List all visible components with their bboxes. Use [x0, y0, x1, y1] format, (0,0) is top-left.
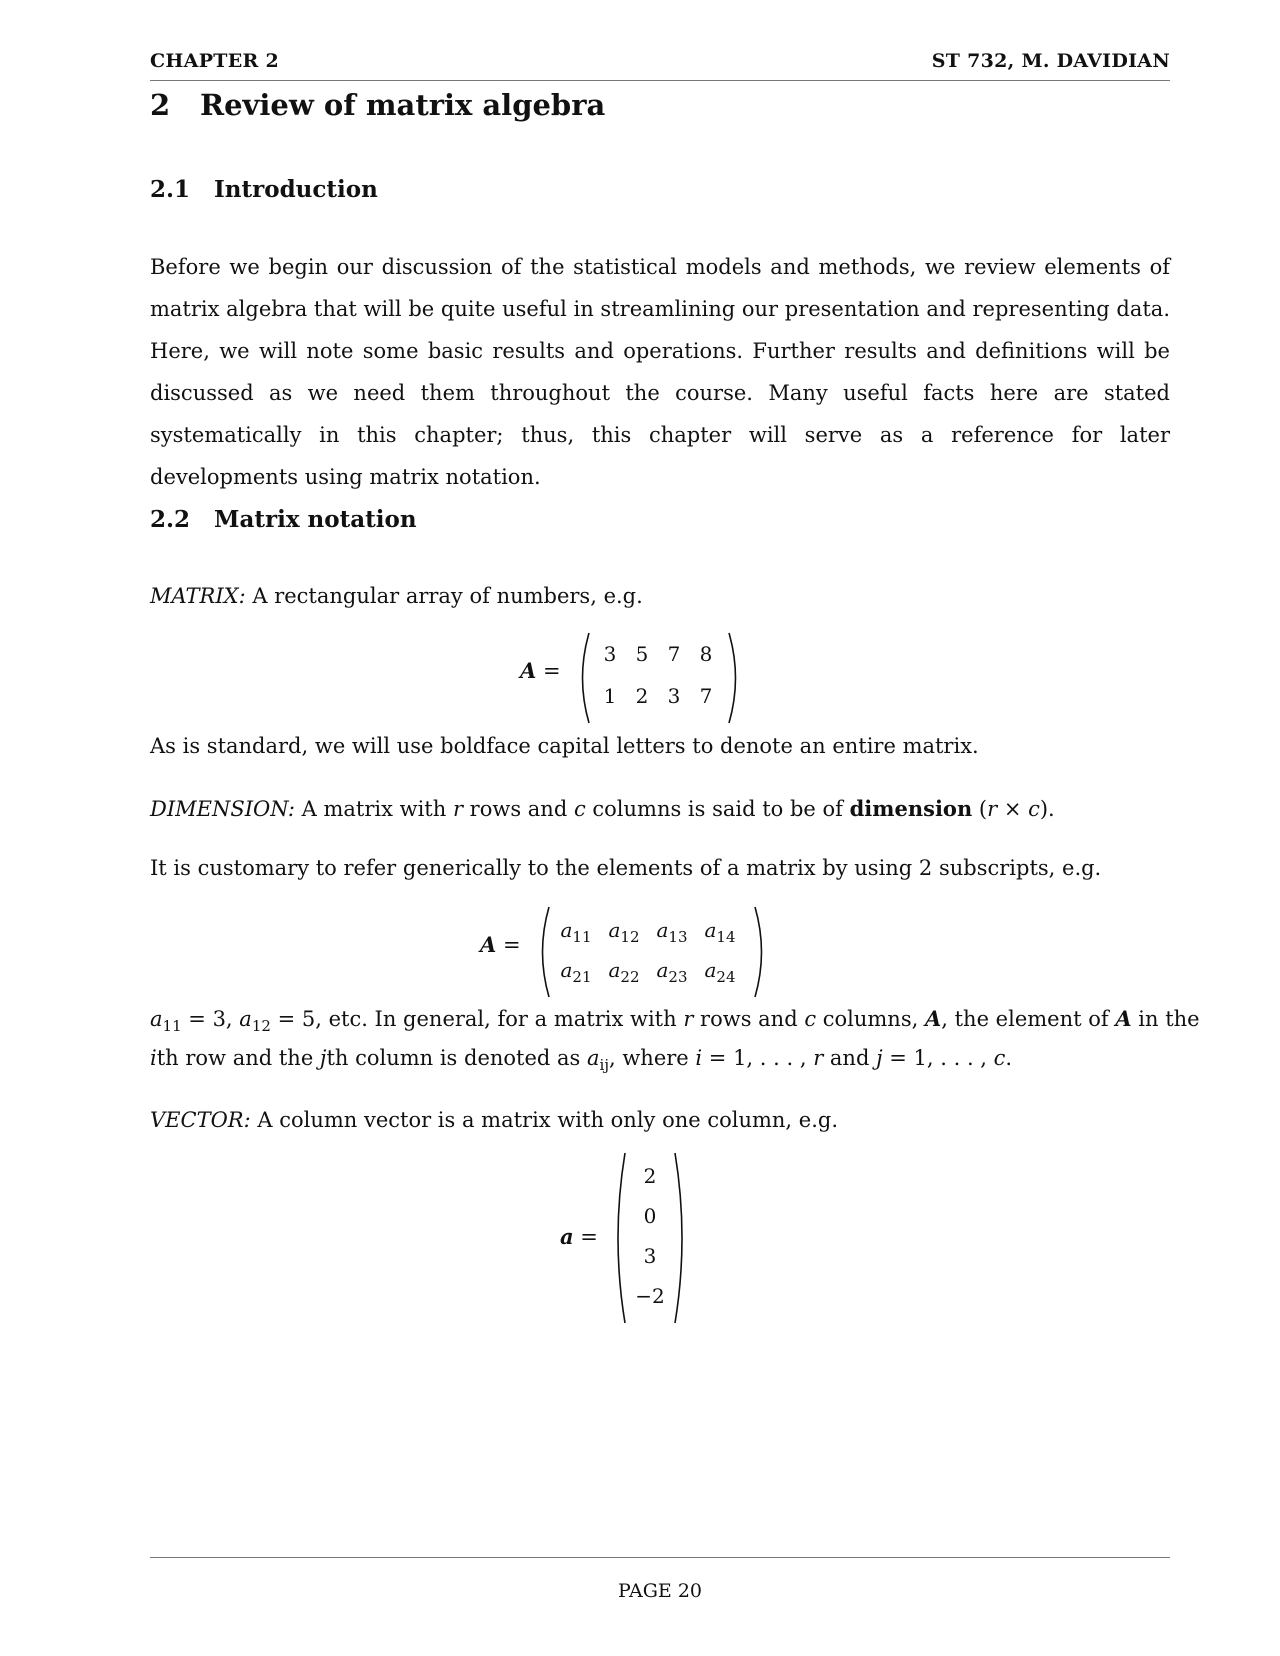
vector-cell: 3: [643, 1244, 657, 1268]
right-paren-icon: [726, 630, 744, 726]
running-header: [150, 46, 1170, 81]
matrix-cell: $a_{23}$: [656, 958, 688, 986]
section-number: 2.1: [150, 176, 191, 203]
bold-term: dimension: [849, 796, 973, 821]
footer-divider: [150, 1557, 1170, 1558]
definition-text: A rectangular array of numbers, e.g.: [245, 584, 643, 608]
matrix-cell: $a_{24}$: [704, 958, 736, 986]
left-paren-icon: [610, 1150, 628, 1326]
chapter-number: 2: [150, 88, 171, 122]
matrix-label: A =: [480, 932, 521, 957]
vector-cell: −2: [635, 1284, 665, 1308]
chapter-title: [150, 88, 605, 122]
matrix-cell: 1: [603, 684, 617, 708]
section-title: Matrix notation: [214, 506, 417, 533]
matrix-a-numeric: [520, 630, 920, 730]
matrix-cell: $a_{14}$: [704, 918, 736, 946]
vector-cell: 0: [643, 1204, 657, 1228]
element-paragraph-line-1: $a_{11} = 3$, $a_{12} = 5$, etc. In general, for a matrix with r rows and c columns, A, the element of A in the: [150, 1006, 1200, 1036]
matrix-cell: 5: [635, 642, 649, 666]
matrix-cell: $a_{12}$: [608, 918, 640, 946]
element-paragraph-line-2: ith row and the jth column is denoted as $a_{ij}$, where i = 1, . . . , r and j = 1, . . . , c.: [150, 1046, 1013, 1075]
matrix-cell: $a_{13}$: [656, 918, 688, 946]
matrix-cell: 7: [699, 684, 713, 708]
matrix-cell: $a_{21}$: [560, 958, 592, 986]
definition-term: VECTOR:: [150, 1108, 251, 1132]
page-number: PAGE 20: [617, 1580, 703, 1602]
matrix-cell: 7: [667, 642, 681, 666]
chapter-title-text: Review of matrix algebra: [200, 88, 606, 122]
matrix-cell: $a_{11}$: [560, 918, 592, 946]
section-heading-introduction: [150, 176, 378, 203]
matrix-cell: 3: [667, 684, 681, 708]
definition-term: DIMENSION:: [150, 797, 295, 821]
right-paren-icon: [672, 1150, 690, 1326]
matrix-cell: 3: [603, 642, 617, 666]
header-chapter: CHAPTER 2: [150, 50, 280, 72]
vector-a: [560, 1150, 760, 1330]
definition-text: A column vector is a matrix with only one column, e.g.: [250, 1108, 839, 1132]
dimension-definition: DIMENSION: A matrix with r rows and c columns is said to be of dimension (r × c).: [150, 796, 1055, 821]
intro-paragraph: Before we begin our discussion of the statistical models and methods, we review elements of matrix algebra that will be quite useful in streamlining our presentation and representing data. Here, we will note some basic results and operations. Further results and definitions will be discussed as we need them throughout the course. Many useful facts here are stated systematically in this chapter; thus, this chapter will serve as a reference for later developments using matrix notation.: [150, 255, 1171, 489]
section-heading-matrix-notation: [150, 506, 417, 533]
page: [150, 0, 1200, 1656]
definition-term: MATRIX:: [150, 584, 246, 608]
vector-definition: [150, 1108, 838, 1132]
header-course-author: ST 732, M. DAVIDIAN: [931, 50, 1170, 72]
matrix-cell: 2: [635, 684, 649, 708]
matrix-cell: 8: [699, 642, 713, 666]
section-number: 2.2: [150, 506, 191, 533]
matrix-cell: $a_{22}$: [608, 958, 640, 986]
matrix-definition: [150, 584, 643, 608]
boldface-note: As is standard, we will use boldface capital letters to denote an entire matrix.: [150, 734, 979, 758]
section-title: Introduction: [214, 176, 378, 203]
right-paren-icon: [752, 904, 770, 1000]
matrix-label: A =: [520, 658, 561, 683]
vector-cell: 2: [643, 1164, 657, 1188]
subscripts-note: It is customary to refer generically to the elements of a matrix by using 2 subscripts, e.g.: [150, 856, 1102, 880]
vector-label: a =: [560, 1224, 598, 1249]
matrix-a-generic: [480, 904, 960, 1004]
